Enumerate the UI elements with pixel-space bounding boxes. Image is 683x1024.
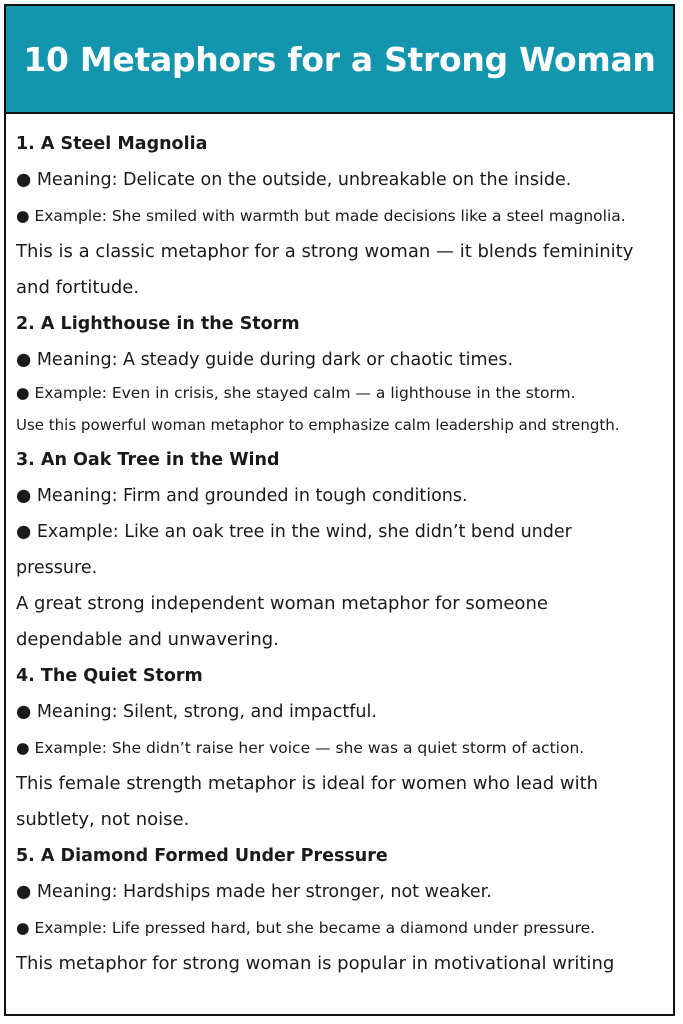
note-line: This is a classic metaphor for a strong woman — it blends femininity <box>16 241 634 262</box>
example-line: ● Example: She didn’t raise her voice — she was a quiet storm of action. <box>16 739 585 757</box>
note-line: This female strength metaphor is ideal for women who lead with <box>16 773 599 794</box>
meaning-line: ● Meaning: Silent, strong, and impactful. <box>16 702 377 722</box>
example-line-continued: pressure. <box>16 558 98 578</box>
example-line: ● Example: Like an oak tree in the wind, she didn’t bend under <box>16 522 572 542</box>
note-line: subtlety, not noise. <box>16 809 190 830</box>
section-3 <box>16 442 671 658</box>
meaning-line: ● Meaning: Delicate on the outside, unbreakable on the inside. <box>16 170 572 190</box>
section-heading: 2. A Lighthouse in the Storm <box>16 314 300 334</box>
example-line: ● Example: Life pressed hard, but she became a diamond under pressure. <box>16 919 596 937</box>
example-line: ● Example: Even in crisis, she stayed calm — a lighthouse in the storm. <box>16 384 576 402</box>
note-line: dependable and unwavering. <box>16 629 279 650</box>
meaning-line: ● Meaning: Hardships made her stronger, not weaker. <box>16 882 492 902</box>
note-line: A great strong independent woman metaphor for someone <box>16 593 548 614</box>
section-4 <box>16 658 671 838</box>
section-2 <box>16 306 671 442</box>
section-heading: 1. A Steel Magnolia <box>16 134 208 154</box>
note-line: Use this powerful woman metaphor to emphasize calm leadership and strength. <box>16 416 620 434</box>
meaning-line: ● Meaning: A steady guide during dark or chaotic times. <box>16 350 514 370</box>
section-heading: 5. A Diamond Formed Under Pressure <box>16 846 388 866</box>
page-title: 10 Metaphors for a Strong Woman <box>23 39 656 79</box>
section-1 <box>16 126 671 306</box>
section-5 <box>16 838 671 982</box>
note-line: This metaphor for strong woman is popular in motivational writing <box>16 953 615 974</box>
meaning-line: ● Meaning: Firm and grounded in tough conditions. <box>16 486 468 506</box>
note-line: and fortitude. <box>16 277 140 298</box>
section-heading: 4. The Quiet Storm <box>16 666 203 686</box>
article-body <box>16 126 671 982</box>
example-line: ● Example: She smiled with warmth but made decisions like a steel magnolia. <box>16 207 626 225</box>
section-heading: 3. An Oak Tree in the Wind <box>16 450 280 470</box>
title-banner <box>4 4 675 114</box>
